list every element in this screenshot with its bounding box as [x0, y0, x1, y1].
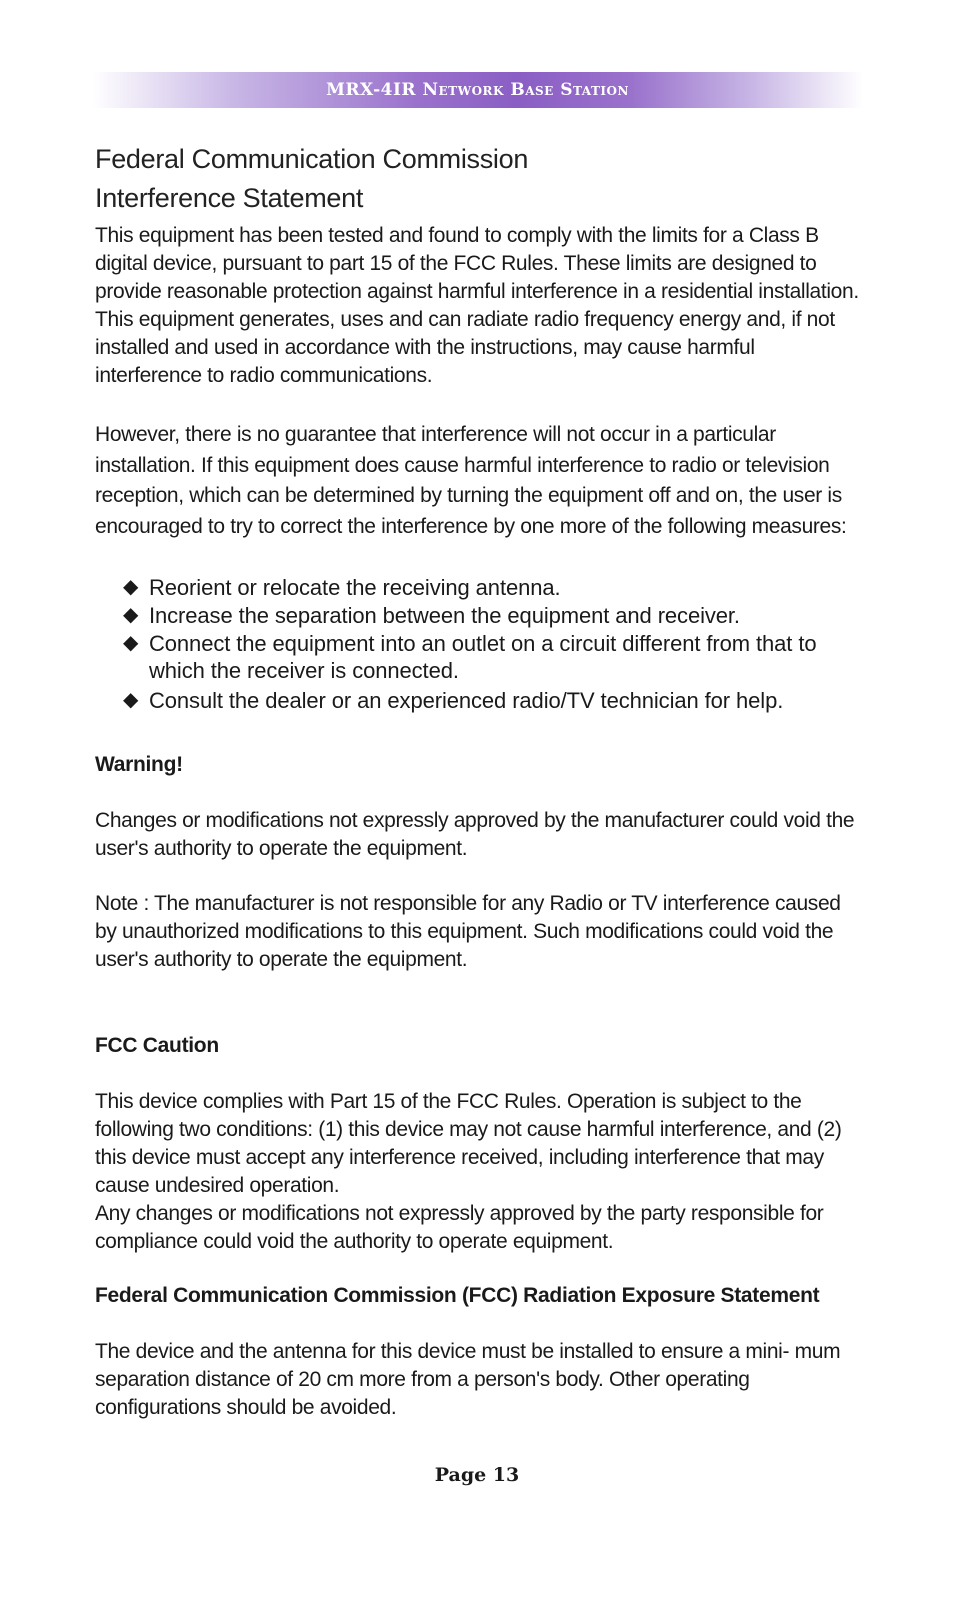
- header-banner: [92, 72, 863, 108]
- page-title-line1: Federal Communication Commission: [95, 144, 529, 174]
- page-title-line2: Interference Statement: [95, 183, 364, 213]
- page-title: [95, 140, 865, 218]
- list-item: [123, 574, 865, 601]
- page-content: [95, 140, 865, 1422]
- note-text: Note : The manufacturer is not responsible for any Radio or TV interference caused by unauthorized modifications to this equipment. Such modifications could void the user's authority to operate the equipment.: [95, 892, 841, 971]
- diamond-bullet-icon: ◆: [123, 604, 139, 626]
- diamond-bullet-icon: ◆: [123, 576, 139, 598]
- page-number: Page 13: [434, 1464, 520, 1486]
- warning-heading: Warning!: [95, 753, 183, 776]
- caution-heading: FCC Caution: [95, 1034, 219, 1057]
- list-item-text: Reorient or relocate the receiving antenna.: [149, 575, 561, 600]
- list-item-text: Consult the dealer or an experienced radio/TV technician for help.: [149, 688, 784, 713]
- measures-list: [123, 574, 865, 716]
- list-item: [123, 685, 865, 716]
- warning-text: Changes or modifications not expressly approved by the manufacturer could void the user's authority to operate the equipment.: [95, 809, 855, 860]
- diamond-bullet-icon: ◆: [123, 689, 139, 711]
- intro-paragraph: This equipment has been tested and found to comply with the limits for a Class B digital device, pursuant to part 15 of the FCC Rules. These limits are designed to provide reasonable protection against harmful interference in a residential installation. This equipment generates, uses and can radiate radio frequency energy and, if not installed and used in accordance with the instructions, may cause harmful interference to radio communications.: [95, 224, 859, 387]
- caution-text: This device complies with Part 15 of the FCC Rules. Operation is subject to the following two conditions: (1) this device may not cause harmful interference, and (2) this device must accept any interference received, including interference that may cause undesired operation.: [95, 1090, 842, 1197]
- list-item-text: Increase the separation between the equipment and receiver.: [149, 603, 740, 628]
- exposure-text: The device and the antenna for this device must be installed to ensure a mini- mum separation distance of 20 cm more from a person's body. Other operating configurations should be avoided.: [95, 1340, 841, 1419]
- header-title: MRX-4IR Network Base Station: [326, 80, 629, 100]
- guarantee-paragraph: However, there is no guarantee that interference will not occur in a particular installation. If this equipment does cause harmful interference to radio or television reception, which can be determined by turning the equipment off and on, the user is encouraged to try to correct the interference by one more of the following measures:: [95, 423, 847, 538]
- list-item: [123, 630, 865, 684]
- list-item: [123, 602, 865, 629]
- list-item-text: Connect the equipment into an outlet on a circuit different from that to which the receiver is connected.: [149, 631, 817, 683]
- caution-text-2: Any changes or modifications not expressly approved by the party responsible for compliance could void the authority to operate equipment.: [95, 1202, 824, 1253]
- diamond-bullet-icon: ◆: [123, 632, 139, 654]
- exposure-heading: Federal Communication Commission (FCC) Radiation Exposure Statement: [95, 1284, 820, 1307]
